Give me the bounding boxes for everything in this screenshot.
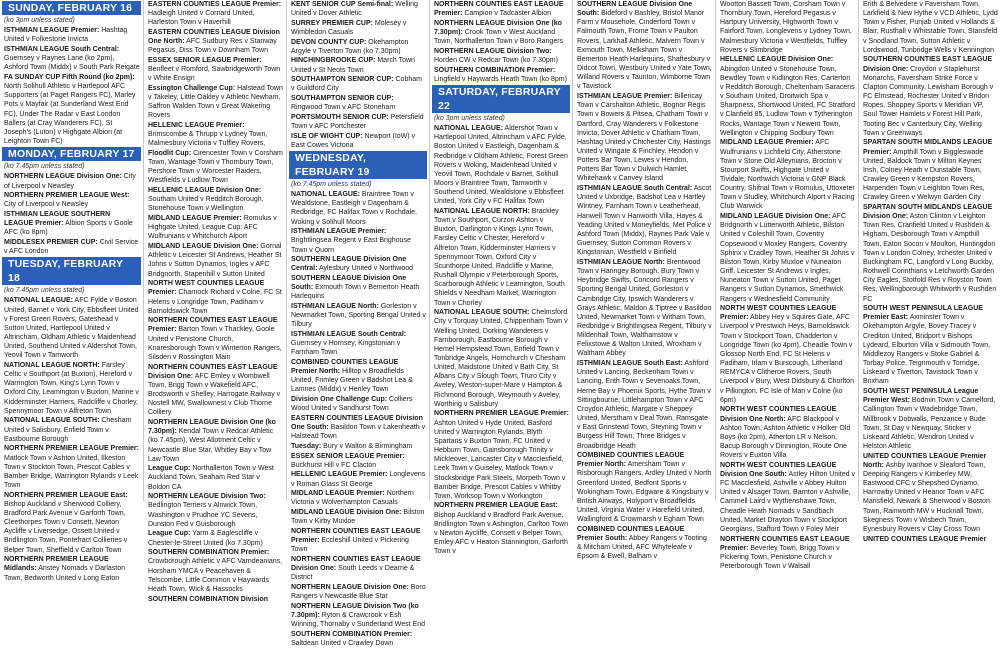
league-name: EASTERN COUNTIES LEAGUE Division One North: xyxy=(148,28,280,46)
league-name: ISLE OF WIGHT CUP: xyxy=(291,132,363,140)
fixture-entry xyxy=(434,308,569,409)
fixture-entry xyxy=(148,0,283,27)
match-list: Hilltop v Broadfields United, Frimley Green v Badshot Lea & Lamnes (Middx) v Henley Town xyxy=(291,368,413,394)
league-name: NORTHERN LEAGUE Division One (ko 7.30pm): xyxy=(148,419,276,436)
match-list: Wootton Bassett Town, Corsham Town v Thornbury Town, Hereford Pegasus v Hartpury University, Highworth Town v Fairford Town, Longlevens v Lydney Town, Malmesbury Victoria v Westfields, Tuffley Rovers v Slimbridge xyxy=(720,1,852,54)
league-name: MIDDLESEX PREMIER CUP: xyxy=(4,238,98,246)
fixture-entry xyxy=(863,452,998,534)
fixture-entry xyxy=(148,28,283,55)
fixture-entry xyxy=(863,535,998,544)
match-list: Boro Rangers v Newcastle Blue Star xyxy=(291,583,426,600)
match-list: Basildon Town v Lakenheath v Halstead Town xyxy=(291,424,426,441)
fixture-entry xyxy=(720,55,855,137)
match-list: Chesham United v Salisbury, Enfield Town v Eastbourne Borough xyxy=(4,417,132,443)
league-name: NORTHERN COUNTIES EAST LEAGUE Division One: xyxy=(148,363,278,380)
match-list: Aldershot Town v Hartlepool United, Altrincham v AFC Fylde, Boston United v Eastleigh, Dagenham & Redbridge v Oldham Athletic, Forest Green Rovers v Woking, Maidenhead United v Yeovil Town, Rochdale v Barnet, Solihull Moors v Braintree Town, Tamworth v Southend United, Wealdstone v Ebbsfleet United, York City v FC Halifax Town xyxy=(434,125,568,206)
league-name: ISTHMIAN LEAGUE Premier: xyxy=(291,228,387,236)
match-list: AFC Bridgnorth v Lutterworth Athletic, Bilston United v Coleshill Town, Coventry Copsewood v Moxley Rangers, Coventry Sphinx v Cradley Town, Heather St Johns v Bilston Town, Kirby Muxloe v Nuneaton Griff, Leicester St Andrews v Ingles, Nuneaton Town v Sutton United, Paget Rangers v Sutton Dynamos, Smethwick Rangers v Wednesfield Community xyxy=(720,213,855,303)
match-list: Northallerton Town v West Auckland Town, Seaham Red Star v Boldon CA xyxy=(148,465,274,491)
league-name: NATIONAL LEAGUE: xyxy=(4,297,73,305)
league-name: MIDLAND LEAGUE Premier: xyxy=(148,215,242,223)
match-list: North Solihull Athletic v Hartlepool AFC Supporters (at Paget Rangers FC), Marley Pots v Mayfair (at Sunderland West End FC), Under The Radar v East London Ballers (at Cray Wanderers FC), St Joseph's (Luton) v Highgate Albion (at Leighton Town FC) xyxy=(4,83,136,146)
fixture-entry xyxy=(434,19,569,46)
league-name: HELLENIC LEAGUE Division One: xyxy=(148,187,262,195)
match-list: Civil Service v AFC London xyxy=(4,238,139,256)
match-list: Campion v Tadcaster Albion xyxy=(464,10,552,18)
league-name: NORTH WEST COUNTIES LEAGUE Division One South: xyxy=(720,461,837,478)
match-list: Cirencester Town v Corsham Town, Wantage Town v Thornbury Town, Pershore Town v Worcester Raiders, Westfields v Ludlow Town xyxy=(148,150,283,185)
match-list: Brackley Town v Southport, Curzon Ashton v Buxton, Darlington v Kings Lynn Town, Farsley Celtic v Chester, Hereford v Alfreton Town, Kidderminster Harriers v Spennymoor Town, Oxford City v Scunthorpe United, Radcliffe v Marine, Rushall Olympic v Peterborough Sports, Scarborough Athletic v Leamington, South Shields v Needham Market, Warrington Town v Chorley xyxy=(434,207,565,307)
match-list: AFC Emley v Wombwell Town, Brigg Town v Wakefield AFC, Brodsworth v Shelley, Harrogate Railway v Nostell MW, Swallownest v Club Thorne Colliery xyxy=(148,372,281,417)
match-list: Hadleigh United v Cornard United, Harleston Town v Haverhill xyxy=(148,10,255,27)
fixture-entry xyxy=(720,535,855,572)
fixture-entry xyxy=(4,73,140,146)
league-name: NORTHERN PREMIER LEAGUE East: xyxy=(4,491,128,499)
match-list: Brentwood Town v Haringey Borough, Bury Town v Heybridge Swifts, Concord Rangers v Sporting Bengal United, Gorleston v Cambridge City, Ipswich Wanderers v Grays Athletic, Maldon & Tiptree v Basildon United, Newmarket Town v Witham Town, Redbridge v Brightlingsea Regent, Tilbury v Mildenhall Town, Walthamstow v Felixstowe & Walton United, Wroxham v Waltham Abbey xyxy=(577,258,712,358)
match-list: Gorleston v Newmarket Town, Sporting Bengal United v Tilbury xyxy=(291,303,426,329)
league-name: NORTHERN LEAGUE Division One: xyxy=(291,583,409,591)
league-name: NORTHERN COUNTIES EAST LEAGUE Division One: xyxy=(291,555,421,572)
match-list: Gornal Athletic v Leicester St Andrews, Heather St Johns v Sutton Dynamos, Ingles v AFC Bridgnorth, Stapenhill v Sutton United xyxy=(148,243,282,278)
league-name: ISTHMIAN LEAGUE South Central: xyxy=(291,331,407,338)
match-list: Braintree Town v Wealdstone, Eastleigh v Dagenham & Redbridge, FC Halifax Town v Rochdale, Woking v Solihull Moors xyxy=(291,191,417,226)
league-name: HELLENIC LEAGUE Premier: xyxy=(148,122,245,130)
match-list: Ashford United v Lancing, Beckenham Town v Lancing, Erith Town v Sevenoaks Town, Herne Bay v Phoenix Sports, Hythe Town v Sittingbourne, Littlehampton Town v AFC Croydon Athletic, Margate v Sheppey United, Merstham v Deal Town, Ramsgate v East Grinstead Town, Steyning Town v Burgess Hill Town, Three Bridges v Broadbridge Heath xyxy=(577,360,711,450)
fixture-entry xyxy=(148,316,283,362)
fixture-entry xyxy=(291,583,426,601)
fixture-entry xyxy=(291,630,426,648)
fixtures-column-3 xyxy=(286,0,429,647)
fixture-entry xyxy=(434,66,569,84)
match-list: Ryton & Crawcrook v Esh Winning, Thornaby v Sunderland West End xyxy=(291,611,425,628)
league-name: NATIONAL LEAGUE NORTH: xyxy=(4,362,100,369)
fixture-entry xyxy=(4,444,140,490)
league-name: MIDLAND LEAGUE Premier: xyxy=(720,139,814,147)
match-list: Hashtag United v Folkestone Invicta xyxy=(4,27,128,44)
match-list: March Town United v St Neots Town xyxy=(291,57,415,74)
fixture-entry xyxy=(291,452,426,470)
league-name: HINCHINGBROOKE CUP: xyxy=(291,57,376,65)
day-heading: WEDNESDAY, FEBRUARY 19 xyxy=(289,151,427,179)
fixture-entry xyxy=(148,84,283,121)
fixture-entry xyxy=(4,296,140,360)
fixture-entry xyxy=(434,0,569,18)
league-name: SOUTHERN LEAGUE Division One Central: xyxy=(291,256,407,273)
league-name: SOUTHAMPTON SENIOR CUP: xyxy=(291,95,394,103)
league-name: MIDLAND LEAGUE Division One: xyxy=(720,213,831,221)
match-list: Bedlington Terriers v Alnwick Town, Washington v Prudhoe YC Sevens, Dunston Fed v Guisborough xyxy=(148,502,258,528)
league-name: NORTHERN PREMIER LEAGUE Premier: xyxy=(434,410,569,418)
league-name: ISTHMIAN LEAGUE SOUTHERN LEAGUE Premier: xyxy=(4,210,111,228)
fixture-entry xyxy=(148,363,283,418)
match-list: Guernsey v Raynes Lane (ko 2pm), Ashford Town (Middx) v South Park Reigate xyxy=(4,55,140,72)
match-list: Welling United v Dover Athletic xyxy=(291,1,418,18)
league-name: NORTHERN COUNTIES EAST LEAGUE Premier: xyxy=(148,317,278,334)
league-name: SPARTAN SOUTH MIDLANDS LEAGUE Division One: xyxy=(863,203,993,221)
league-name: ISTHMIAN LEAGUE Premier: xyxy=(577,93,673,101)
match-list: Bishop Auckland v Bradford Park Avenue, Bridlington Town v Ashington, Carlton Town v Newton Aycliffe, Consett v Belper Town, Emley AFC v Heaton Stannington, Garforth Town v xyxy=(434,511,568,556)
match-list: Eccleshill United v Pickering Town xyxy=(291,536,409,554)
league-name: SOUTHERN COMBINATION Premier: xyxy=(148,549,270,557)
league-name: NORTH WEST COUNTIES LEAGUE Premier: xyxy=(720,305,837,322)
fixture-entry xyxy=(4,361,140,416)
fixture-entry xyxy=(4,26,140,44)
match-list: AFC Fylde v Boston United, Barnet v York City, Ebbsfleet United v Forest Green Rovers, Gateshead v Sutton United, Hartlepool United v Altrincham, Oldham Athletic v Maidenhead United, Southend United v Aldershot Town, Yeovil Town v Tamworth xyxy=(4,297,139,360)
league-name: NATIONAL LEAGUE: xyxy=(434,125,503,133)
league-name: MIDLAND LEAGUE Division One: xyxy=(148,243,259,251)
match-list: Crowborough Athletic v AFC Varndeanians, Horsham YMCA v Peacehaven & Telscombe, Little Common v Haywards Heath Town, Wick & Hassocks xyxy=(148,558,283,593)
league-name: EASTERN COUNTIES LEAGUE Premier: xyxy=(148,1,282,8)
match-list: Ascot United v Uxbridge, Badshot Lea v Hartley Wintney, Farnham Town v Leatherhead, Hanwell Town v Hanworth Villa, Hayes & Yeading United v Moneyfields, Met Police v Ashford Town (Middx), Raynes Park Vale v Guernsey, Sutton Common Rovers v Kingstonian, Westfield v Binfield xyxy=(577,185,712,257)
match-list: Axminster Town v Okehampton Argyle, Bovey Tracey v Crediton United, Bridport v Bishops Lydeard, Elburton Villa v Sidmouth Town, Middlezoy Rangers v Stoke Gabriel & Torbay Police, Teignmouth v Torridge, Liskeard v Tiverton, Tavistock Town v Brixham xyxy=(863,314,991,386)
match-list: Croydon v Staplehurst Monarchs, Faversham Strike Force v Clapton Community, Lewisham Borough v FC Elmstead, Rochester United v Bridon Ropes, Shoppey Sports v Meridian VP, Soul Tower Hamlets v Forest Hill Park, Tooting Bec v Canterbury City, Welling Town v Greenways xyxy=(863,65,994,137)
fixture-entry xyxy=(291,227,426,254)
league-name: ISTHMIAN LEAGUE South East: xyxy=(577,360,683,368)
fixtures-column-5 xyxy=(572,0,715,561)
fixture-entry xyxy=(148,418,283,464)
league-name: SOUTH WEST PENINSULA LEAGUE Premier East: xyxy=(863,305,983,322)
fixture-entry xyxy=(148,492,283,529)
fixture-entry xyxy=(4,238,140,256)
match-list: Anstey Nomads v Darlaston Town, Bedworth United v Long Eaton xyxy=(4,565,125,582)
fixture-entry xyxy=(291,555,426,582)
league-name: SOUTHERN LEAGUE Division One South: xyxy=(577,1,693,18)
match-list: Bideford v Bashley, Bristol Manor Farm v Mousehole, Cinderford Town v Falmouth Town, Frome Town v Paulton Rovers, Larkhall Athletic, Malvern Town v Exmouth Town, Melksham Town v Bemerton Heath Harlequins, Shaftesbury v Didcot Town, Westbury United v Yate Town, Willand Rovers v Taunton, Wimborne Town v Tavistock xyxy=(577,10,712,91)
fixture-entry xyxy=(4,210,140,237)
league-name: ISTHMIAN LEAGUE South Central: xyxy=(4,45,120,53)
fixture-entry xyxy=(4,45,140,72)
match-list: Exmouth Town v Bemerton Heath Harlequins xyxy=(291,284,420,301)
league-name: EASTERN COUNTIES LEAGUE Division One South: xyxy=(291,414,423,432)
fixture-entry xyxy=(291,274,426,301)
fixture-entry xyxy=(148,149,283,186)
match-list: Horden CW v Redcar Town (ko 7.30pm) xyxy=(434,56,558,64)
fixture-entry xyxy=(577,184,712,257)
fixture-entry xyxy=(291,330,426,357)
match-list: Aston Clinton v Leighton Town Res, Cranfield United v Rushden & Higham, Desborough Town v Ampthill Town, Eaton Socon v Moulton, Huntingdon Town v London Colney, Irchester United v Buckingham FC, Langford v Long Buckby, Rothwell Corinthians v Letchworth Garden City Eagles, Stotfold Res v Royston Town Res, Wellingborough Whitworth v Rushden FC xyxy=(863,213,997,303)
league-name: PORTSMOUTH SENIOR CUP: xyxy=(291,113,389,121)
fixture-entry xyxy=(148,279,283,316)
fixture-entry xyxy=(291,508,426,526)
fixture-entry xyxy=(291,602,426,629)
match-list: Brimscombe & Thrupp v Lydney Town, Malmesbury Victoria v Tuffley Rovers, xyxy=(148,131,268,148)
league-name: NATIONAL LEAGUE NORTH: xyxy=(434,207,530,215)
league-name: MIDLAND LEAGUE Premier: xyxy=(291,490,385,498)
fixture-entry xyxy=(434,501,569,556)
league-name: ESSEX SENIOR LEAGUE Premier: xyxy=(291,452,405,460)
match-list: Beverley Town, Brigg Town v Pickering Town, Penistone Church v Peterborough Town v Walsall xyxy=(720,544,840,571)
match-list: South Leeds v Dearne & District xyxy=(291,564,415,582)
match-list: AFC Blackpool v Ashton Town, Ashton Athletic v Holker Old Boys (ko 2pm), Atherton LR v Nelson, Bacup Borough v Dinnington, Route One Rovers v Euxton Villa xyxy=(720,415,851,460)
league-name: League Cup: xyxy=(148,465,191,473)
league-name: MIDLAND LEAGUE Division One: xyxy=(291,508,402,516)
match-list: Billericay Town v Carshalton Athletic, Bognor Regis Town v Bowers & Pitsea, Chatham Town v Dartford, Cray Wanderers v Folkestone Invicta, Dover Athletic v Chatham Town, Hashtag United v Chichester City, Hastings United v Wingate & Finchley, Hendon v Potters Bar Town, Lewes v Hendon, Potters Bar Town v Dulwich Hamlet, Whitehawk v Canvey Island xyxy=(577,93,711,183)
league-name: NORTHERN PREMIER LEAGUE East: xyxy=(434,502,558,510)
match-list: City of Liverpool v Newsley xyxy=(4,173,136,190)
league-name: NORTHERN PREMIER LEAGUE Premier: xyxy=(4,445,139,453)
league-name: KENT SENIOR CUP Semi-final: xyxy=(291,1,394,8)
league-name: NORTHERN COUNTIES EAST LEAGUE Premier: xyxy=(291,527,421,544)
fixture-entry xyxy=(720,138,855,211)
league-name: ISTHMIAN LEAGUE Premier: xyxy=(4,27,100,35)
league-name: NORTHERN PREMIER LEAGUE Midlands: xyxy=(4,556,109,573)
match-list: Aylesbury United v Northwood xyxy=(319,265,414,273)
league-name: Tuesday: xyxy=(291,442,322,450)
match-list: Northern Victoria v Wolverhampton Casuals xyxy=(291,490,414,507)
match-list: Saltdean United v Crawley Down xyxy=(291,639,394,647)
match-list: Colliers Wood United v Sandhurst Town xyxy=(291,396,413,413)
fixture-entry xyxy=(148,214,283,241)
match-list: Okehampton Argyle v Tiverton Town (ko 7.30pm) xyxy=(291,38,409,55)
match-list: Crook Town v West Auckland Town, Northallerton Town v Boro Rangers xyxy=(434,28,564,46)
fixture-entry xyxy=(291,395,426,413)
match-list: Albion Sports v Goole AFC (ko 8pm) xyxy=(4,220,133,237)
fixture-entry xyxy=(863,55,998,137)
match-list: Romulus v Highgate United, League Cup: AFC Wulfrunians v Whitchurch Alport xyxy=(148,215,277,241)
fixture-entry xyxy=(434,47,569,65)
league-name: COMBINED COUNTIES LEAGUE Premier North: xyxy=(577,452,685,469)
fixture-entry xyxy=(577,0,712,92)
league-name: SOUTHERN COMBINATION Premier: xyxy=(291,630,413,638)
league-name: NORTHERN LEAGUE Division Two: xyxy=(148,493,266,501)
league-name: SOUTHAMPTON SENIOR CUP: xyxy=(291,76,394,84)
match-list: Brightlingsea Regent v East Brighouse Town v Quorn xyxy=(291,237,411,254)
match-list: Chelmsford City v Torquay United, Chippenham Town v Welling United, Dorking Wanderers v Farnborough, Eastbourne Borough v Hemel Hempstead Town, Enfield Town v Tonbridge Angels, Hornchurch v Chesham United, Maidstone United v Bath City, St Albans City v Slough Town, Truro City v Aveley, Weston-super-Mare v Hampton & Richmond Borough, Weymouth v Aveley, Worthing v Salisbury xyxy=(434,309,568,408)
league-name: DEVON COUNTY CUP: xyxy=(291,38,367,46)
match-list: Farsley Celtic v Southport (at Buxton), Hereford v Warrington Town, King's Lynn Town v Oxford City, Leamington v Buxton, Marine v Kidderminster Harriers, Radcliffe v Chorley, Spennymoor Town v Alfreton Town xyxy=(4,362,139,415)
fixtures-column-6 xyxy=(715,0,858,571)
fixture-entry xyxy=(720,405,855,460)
kickoff-note: (ko 7.45pm unless stated) xyxy=(291,181,372,188)
fixture-entry xyxy=(577,525,712,562)
fixture-entry xyxy=(291,358,426,395)
kickoff-note: (ko 7.45pm unless stated) xyxy=(4,287,85,295)
fixture-entry xyxy=(4,191,140,209)
fixture-entry xyxy=(720,0,855,55)
league-name: NATIONAL LEAGUE SOUTH: xyxy=(434,309,530,317)
day-heading: SATURDAY, FEBRUARY 22 xyxy=(432,85,570,113)
fixture-entry xyxy=(577,451,712,524)
match-list: Benfleet v Romford, Sawbridgeworth Town v White Ensign xyxy=(148,66,281,83)
match-list: Bishop Auckland v Sherwood Colliery, Bradford Park Avenue v Garforth Town, Cleethorpes Town v Consett, Newton Aycliffe v Liversedge, Ossett United v Bridlington Town, Pontefract Collieries v Belper Town, Sheffield v Carlton Town xyxy=(4,500,128,554)
fixture-entry xyxy=(291,489,426,507)
match-list: AFC Sudbury Res v Stanway Pegasus, Diss Town v Downham Town xyxy=(148,38,277,55)
match-list: Abbey Hey v Squires Gate, AFC Liverpool v Prestwich Heys, Barnoldswick Town v Stockport Town, Chadderton v Longridge Town (ko 4pm), Cheadle Town v Glossop North End, FC St Helens v Padiham, Irlam v Burscough, Litherland REMYCA v Clitheroe Rovers, South Liverpool v Bury, West Didsbury & Chorlton v Pilkington, FC Isle of Man v Colne (ko 6pm) xyxy=(720,314,854,404)
fixture-entry xyxy=(148,529,283,547)
match-list: Barton Town v Thackley, Goole United v Penistone Church, Knaresborough Town v Winterton Rangers, Silsden v Rossington Main xyxy=(148,326,282,361)
fixture-entry xyxy=(863,0,998,55)
fixture-entry xyxy=(720,461,855,534)
match-list: Kendal Town v Redcar Athletic (ko 7.45pm), West Allotment Celtic v Newcastle Blue Star, Whitley Bay v Tow Law Town xyxy=(148,428,274,463)
match-list: Abbey Rangers v Tooting & Mitcham United, AFC Whyteleafe v Epsom & Ewell, Balham v xyxy=(577,535,707,561)
fixture-entry xyxy=(291,255,426,273)
match-list: Astley Hilton United v FC Macclesfield, Ashville v Abbey Hulton United v Alsager Town, Barnton v Ashville, Cammell Laird v Wythenshawe Town, Cheadle Heath Nomads v Sandbach United, Market Drayton Town v Stockport Georgians, Stafford Town v Foley Meir xyxy=(720,470,855,533)
fixture-entry xyxy=(291,0,426,18)
league-name: SOUTHERN COMBINATION Premier: xyxy=(434,66,556,74)
fixture-entry xyxy=(720,212,855,304)
match-list: Matlock Town v Ashton United, Ilkeston Town v Stockton Town, Prescot Cables v Bamber Bridge, Warrington Rylands v Leek Town xyxy=(4,454,139,490)
fixture-entry xyxy=(577,258,712,359)
league-name: Floodlit Cup: xyxy=(148,150,192,157)
fixture-entry xyxy=(291,132,426,150)
fixture-entry xyxy=(291,414,426,441)
fixtures-column-1 xyxy=(0,0,143,582)
match-list: Guernsey v Hornsey, Kingstonian v Farnham Town xyxy=(291,340,401,357)
match-list: Yarm & Eaglescliffe v Chester-le-Street United (ko 7.30pm) xyxy=(148,530,263,547)
league-name: ISTHMIAN LEAGUE South Central: xyxy=(577,185,693,193)
match-list: Buckhurst Hill v FC Clacton xyxy=(291,461,377,469)
league-name: NORTHERN COUNTIES EAST LEAGUE Premier: xyxy=(720,535,850,552)
fixture-entry xyxy=(291,527,426,554)
match-list: Ringwood Town v AFC Stoneham xyxy=(291,104,396,112)
fixture-entry xyxy=(148,186,283,213)
day-heading: TUESDAY, FEBRUARY 18 xyxy=(2,257,141,285)
league-name: COMBINED COUNTIES LEAGUE Premier North: xyxy=(291,358,399,376)
league-name: NORTHERN LEAGUE Division One (ko 7.30pm): xyxy=(434,19,562,36)
match-list: AFC Wulfrunians v Lichfield City, Atherstone Town v Stone Old Alleynians, Brocton v Stourport Swifts, Highgate United v Tividale, Northwich Victoria v GNP Black Country, Shifnal Town v Romulus, Uttoxeter Town v Studley, Whitchurch Alport v Racing Club Warwick xyxy=(720,139,855,211)
fixtures-column-4 xyxy=(429,0,572,556)
league-name: NORTHERN LEAGUE Division Two: xyxy=(434,47,552,55)
league-name: NORTHERN LEAGUE Division One: xyxy=(4,173,122,181)
match-list: Ashton United v Hyde United, Basford United v Warrington Rylands, Blyth Spartans v Buxton Town, FC United v Hebburn Town, Gainsborough Trinity v Mickleover, Lancaster City v Macclesfield, Leek Town v Guiseley, Matlock Town v Stocksbridge Park Steels, Morpeth Town v Bamber Bridge, Prescot Cables v Whitby Town, Worksop Town v Workington xyxy=(434,419,566,500)
league-name: ESSEX SENIOR LEAGUE Premier: xyxy=(148,56,262,64)
match-list: Abingdon United v Stonehouse Town, Bewdley Town v Kidlington Res, Carterton v Redditch Borough, Cheltenham Saracens v Southam United, Droitwich Spa v Sharpness, Shortwood United, FC Stratford v Clanfield 85, Ludlow Town v Tytherington Rocks, Wantage Town v Newent Town, Wellington v Chipping Sodbury Town xyxy=(720,65,856,137)
match-list: Longlevens v Roman Glass St George xyxy=(291,471,426,488)
league-name: SOUTHERN COUNTIES EAST LEAGUE Division One: xyxy=(863,56,993,73)
fixture-entry xyxy=(577,92,712,184)
fixture-entry xyxy=(291,113,426,131)
kickoff-note: (ko 3pm unless stated) xyxy=(4,17,75,24)
fixture-entry xyxy=(434,207,569,308)
fixtures-column-7 xyxy=(858,0,1001,543)
league-name: Essington Challenge Cup: xyxy=(148,84,236,92)
league-name: SOUTH WEST PENINSULA League Premier West: xyxy=(863,388,979,405)
match-list: Charnock Richard v Colne, FC St Helens v Longridge Town, Padiham v Barnoldswick Town xyxy=(148,289,282,315)
fixture-entry xyxy=(291,75,426,93)
fixtures-column-2 xyxy=(143,0,286,603)
league-name: NORTHERN PREMIER LEAGUE West: xyxy=(4,192,130,200)
day-heading: SUNDAY, FEBRUARY 16 xyxy=(2,1,141,15)
match-list: Petersfield Town v AFC Portchester xyxy=(291,113,424,131)
league-name: SOUTHERN LEAGUE Division One South: xyxy=(291,275,407,292)
league-name: HELLENIC LEAGUE Division One: xyxy=(720,56,834,64)
league-name: NATIONAL LEAGUE SOUTH: xyxy=(4,417,100,425)
fixture-entry xyxy=(148,56,283,83)
league-name: NATIONAL LEAGUE: xyxy=(291,191,360,199)
league-name: COMBINED COUNTIES LEAGUE Premier South: xyxy=(577,525,685,543)
league-name: ISTHMIAN LEAGUE North: xyxy=(577,258,665,266)
league-name: SURREY PREMIER CUP: xyxy=(291,19,373,27)
fixture-entry xyxy=(291,190,426,227)
fixture-entry xyxy=(291,19,426,37)
match-list: City of Liverpool v Newsley xyxy=(4,201,89,209)
league-name: NORTH WEST COUNTIES LEAGUE Division One North: xyxy=(720,406,837,423)
fixture-entry xyxy=(720,304,855,405)
league-name: Division One Challenge Cup: xyxy=(291,396,388,404)
fixture-entry xyxy=(863,138,998,202)
league-name: League Cup: xyxy=(148,530,191,538)
fixture-entry xyxy=(4,416,140,443)
match-list: Southam United v Redditch Borough, Stonehouse Town v Wellington xyxy=(148,196,264,213)
day-heading: MONDAY, FEBRUARY 17 xyxy=(2,147,141,161)
league-name: SPARTAN SOUTH MIDLANDS LEAGUE Premier: xyxy=(863,139,993,156)
fixture-entry xyxy=(863,203,998,304)
fixture-entry xyxy=(4,555,140,582)
match-list: Bury v Walton & Birmingham xyxy=(323,442,413,450)
kickoff-note: (ko 3pm unless stated) xyxy=(434,114,505,122)
league-name: UNITED COUNTIES LEAGUE Premier North: xyxy=(863,452,987,469)
match-list: Molesey v Wimbledon Casuals xyxy=(291,19,407,36)
fixture-entry xyxy=(434,409,569,501)
fixture-entry xyxy=(291,470,426,488)
fixture-entry xyxy=(291,38,426,56)
fixture-entry xyxy=(4,491,140,555)
match-list: Erith & Belvedere v Faversham Town, Larkfield & New Hythe v VCD Athletic, Lydd Town v Fisher, Punjab United v Hollands & Blair, Rusthall v Whitstable Town, Stansfeld v Snodland Town, Sutton Athletic v Lordswood, Tunbridge Wells v Kennington xyxy=(863,1,998,54)
fixture-entry xyxy=(291,302,426,329)
league-name: HELLENIC LEAGUE Premier: xyxy=(291,471,388,479)
league-name: FA SUNDAY CUP Fifth Round (ko 2pm): xyxy=(4,73,135,81)
league-name: SOUTHERN COMBINATION Division xyxy=(148,595,269,603)
match-list: Cobham v Guildford City xyxy=(291,76,422,93)
fixture-entry xyxy=(291,56,426,74)
match-list: Bilston Town v Kirby Muxloe xyxy=(291,508,425,526)
match-list: Ampthill Town v Biggleswade United, Baldock Town v Milton Keynes Irish, Colney Heath v Dunstable Town, Crawley Green v Kempston Rovers, Harpenden Town v Leighton Town Res, Crawley Green v Welwyn Garden City xyxy=(863,148,985,202)
league-name: NORTH WEST COUNTIES LEAGUE Premier: xyxy=(148,280,265,297)
fixture-entry xyxy=(148,595,283,604)
fixture-entry xyxy=(434,124,569,206)
fixture-entry xyxy=(148,548,283,594)
fixture-entry xyxy=(863,387,998,451)
fixture-entry xyxy=(148,464,283,491)
fixture-entry xyxy=(148,242,283,279)
match-list: Halstead Town v Takeley, Little Oakley v Athletic Newham, Saffron Walden Town v Great Wakering Rovers xyxy=(148,84,283,120)
match-list: Ashby Ivanhoe v Sleaford Town, Deeping Rangers v Kimberley MW, Eastwood CFC v Shepshed Dynamo, Harrowby United v Heanor Town v AFC Mansfield, Newark & Sherwood v Boston Town, Rainworth MW v Hucknall Town, Skegness Town v Wisbech Town, Eynesbury Rovers v Clay Cross Town xyxy=(863,461,990,533)
match-list: Newport (IoW) v East Cowes Victoria xyxy=(291,132,416,149)
fixture-entry xyxy=(863,304,998,386)
fixture-entry xyxy=(148,121,283,148)
match-list: Bodmin Town v Camelford, Callington Town v Wadebridge Town, Millbrook v Dobwalls, Penzance v Bude Town, St Day v Newquay, Sticker v Liskeard Athletic, Wendron United v Helston Athletic xyxy=(863,397,996,450)
match-list: Lingfield v Haywards Heath Town (ko 8pm) xyxy=(434,75,567,83)
fixture-entry xyxy=(577,359,712,451)
league-name: UNITED COUNTIES LEAGUE Premier xyxy=(863,535,987,543)
fixture-entry xyxy=(4,172,140,190)
league-name: ISTHMIAN LEAGUE North: xyxy=(291,303,379,311)
league-name: NORTHERN LEAGUE Division Two (ko 7.30pm): xyxy=(291,602,419,619)
kickoff-note: (ko 7.45pm unless stated) xyxy=(4,163,85,171)
fixture-entry xyxy=(291,94,426,112)
match-list: Amersham Town v Risborough Rangers, Ardley United v North Greenford United, Bedfont Sports v Wokingham Town, Edgware & Kingsbury v British Airways, Holyport v Broadfields United, Virginia Water v Harefield United, Wallingford & Crowmarsh v Egham Town xyxy=(577,461,712,524)
league-name: NORTHERN COUNTIES EAST LEAGUE Premier: xyxy=(434,1,564,18)
fixture-entry xyxy=(291,442,426,451)
